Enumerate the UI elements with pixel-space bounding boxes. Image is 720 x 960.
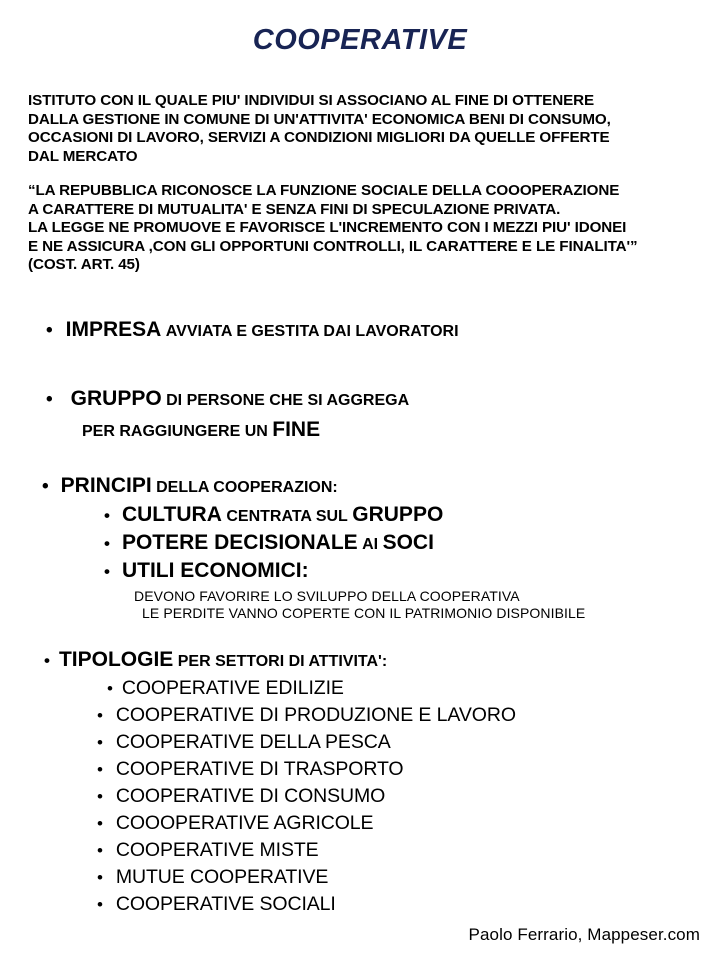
gruppo-line-2: [82, 418, 320, 442]
bullet-icon: •: [42, 476, 49, 497]
list-item-label: COOPERATIVE DI TRASPORTO: [115, 758, 404, 780]
bullet-icon: •: [104, 562, 110, 581]
list-item-label: COOPERATIVE EDILIZIE: [121, 677, 344, 699]
bullet-icon: •: [104, 506, 110, 525]
gruppo-line2-pre: PER RAGGIUNGERE UN: [82, 423, 268, 440]
utili-head: UTILI ECONOMICI:: [121, 559, 309, 582]
definition-line: ISTITUTO CON IL QUALE PIU' INDIVIDUI SI ASSOCIANO AL FINE DI OTTENERE: [28, 92, 595, 109]
list-item: [97, 839, 319, 862]
potere-tail: SOCI: [382, 531, 434, 554]
list-item: [97, 731, 391, 754]
bullet-impresa: [46, 318, 459, 342]
detail-line-2: LE PERDITE VANNO COPERTE CON IL PATRIMONIO DISPONIBILE: [142, 605, 586, 621]
bullet-icon: •: [97, 733, 103, 752]
sub-bullet-potere: [104, 531, 434, 555]
list-item: [97, 785, 385, 808]
gruppo-head: GRUPPO: [70, 387, 162, 410]
footer-credit: Paolo Ferrario, Mappeser.com: [468, 925, 700, 944]
bullet-icon: •: [97, 706, 103, 725]
bullet-principi: [42, 474, 338, 498]
potere-mid: AI: [362, 536, 379, 553]
tipologie-head: TIPOLOGIE: [58, 648, 174, 671]
list-item: [97, 866, 328, 889]
bullet-icon: •: [46, 320, 53, 341]
list-item: [107, 677, 344, 700]
bullet-gruppo: [46, 387, 409, 411]
bullet-icon: •: [97, 868, 103, 887]
quote-line: E NE ASSICURA ,CON GLI OPPORTUNI CONTROLLI, IL CARATTERE E LE FINALITA'”: [28, 237, 638, 255]
gruppo-tail: DI PERSONE CHE SI AGGREGA: [166, 392, 410, 409]
quote-line: (COST. ART. 45): [28, 256, 140, 274]
bullet-icon: •: [97, 787, 103, 806]
list-item-label: COOPERATIVE DI PRODUZIONE E LAVORO: [115, 704, 516, 726]
list-item: [97, 893, 336, 916]
quote-line: A CARATTERE DI MUTUALITA' E SENZA FINI DI SPECULAZIONE PRIVATA.: [28, 200, 561, 218]
principi-head: PRINCIPI: [60, 474, 152, 497]
list-item-label: COOPERATIVE MISTE: [115, 839, 319, 861]
bullet-tipologie: [44, 648, 387, 672]
bullet-icon: •: [46, 389, 53, 410]
bullet-icon: •: [97, 760, 103, 779]
list-item-label: COOPERATIVE DI CONSUMO: [115, 785, 386, 807]
bullet-icon: •: [107, 679, 113, 698]
gruppo-line2-big: FINE: [272, 418, 321, 441]
cultura-head: CULTURA: [121, 503, 222, 526]
list-item-label: COOPERATIVE SOCIALI: [115, 893, 336, 915]
definition-paragraph: [28, 92, 688, 166]
constitution-quote: [28, 182, 698, 275]
tipologie-tail: PER SETTORI DI ATTIVITA':: [177, 653, 388, 670]
list-item-label: COOOPERATIVE AGRICOLE: [115, 812, 374, 834]
cultura-tail: GRUPPO: [352, 503, 444, 526]
bullet-icon: •: [44, 651, 50, 670]
sub-bullet-utili: [104, 559, 309, 583]
list-item: [97, 704, 516, 727]
list-item-label: MUTUE COOPERATIVE: [115, 866, 329, 888]
definition-line: DALLA GESTIONE IN COMUNE DI UN'ATTIVITA' ECONOMICA BENI DI CONSUMO,: [28, 110, 611, 128]
quote-line: “LA REPUBBLICA RICONOSCE LA FUNZIONE SOCIALE DELLA COOOPERAZIONE: [28, 182, 620, 199]
impresa-head: IMPRESA: [65, 318, 162, 341]
bullet-icon: •: [97, 814, 103, 833]
definition-line: DAL MERCATO: [28, 147, 138, 165]
sub-bullet-cultura: [104, 503, 443, 527]
list-item: [97, 758, 404, 781]
bullet-icon: •: [104, 534, 110, 553]
list-item-label: COOPERATIVE DELLA PESCA: [115, 731, 391, 753]
quote-line: LA LEGGE NE PROMUOVE E FAVORISCE L'INCREMENTO CON I MEZZI PIU' IDONEI: [28, 219, 627, 237]
list-item: [97, 812, 373, 835]
bullet-icon: •: [97, 895, 103, 914]
principi-tail: DELLA COOPERAZION:: [156, 479, 338, 496]
potere-head: POTERE DECISIONALE: [121, 531, 358, 554]
cultura-mid: CENTRATA SUL: [226, 508, 348, 525]
detail-line-1: DEVONO FAVORIRE LO SVILUPPO DELLA COOPERATIVA: [134, 588, 520, 604]
bullet-icon: •: [97, 841, 103, 860]
impresa-tail: AVVIATA E GESTITA DAI LAVORATORI: [165, 323, 459, 340]
definition-line: OCCASIONI DI LAVORO, SERVIZI A CONDIZIONI MIGLIORI DA QUELLE OFFERTE: [28, 129, 610, 147]
page-title: COOPERATIVE: [252, 24, 468, 56]
